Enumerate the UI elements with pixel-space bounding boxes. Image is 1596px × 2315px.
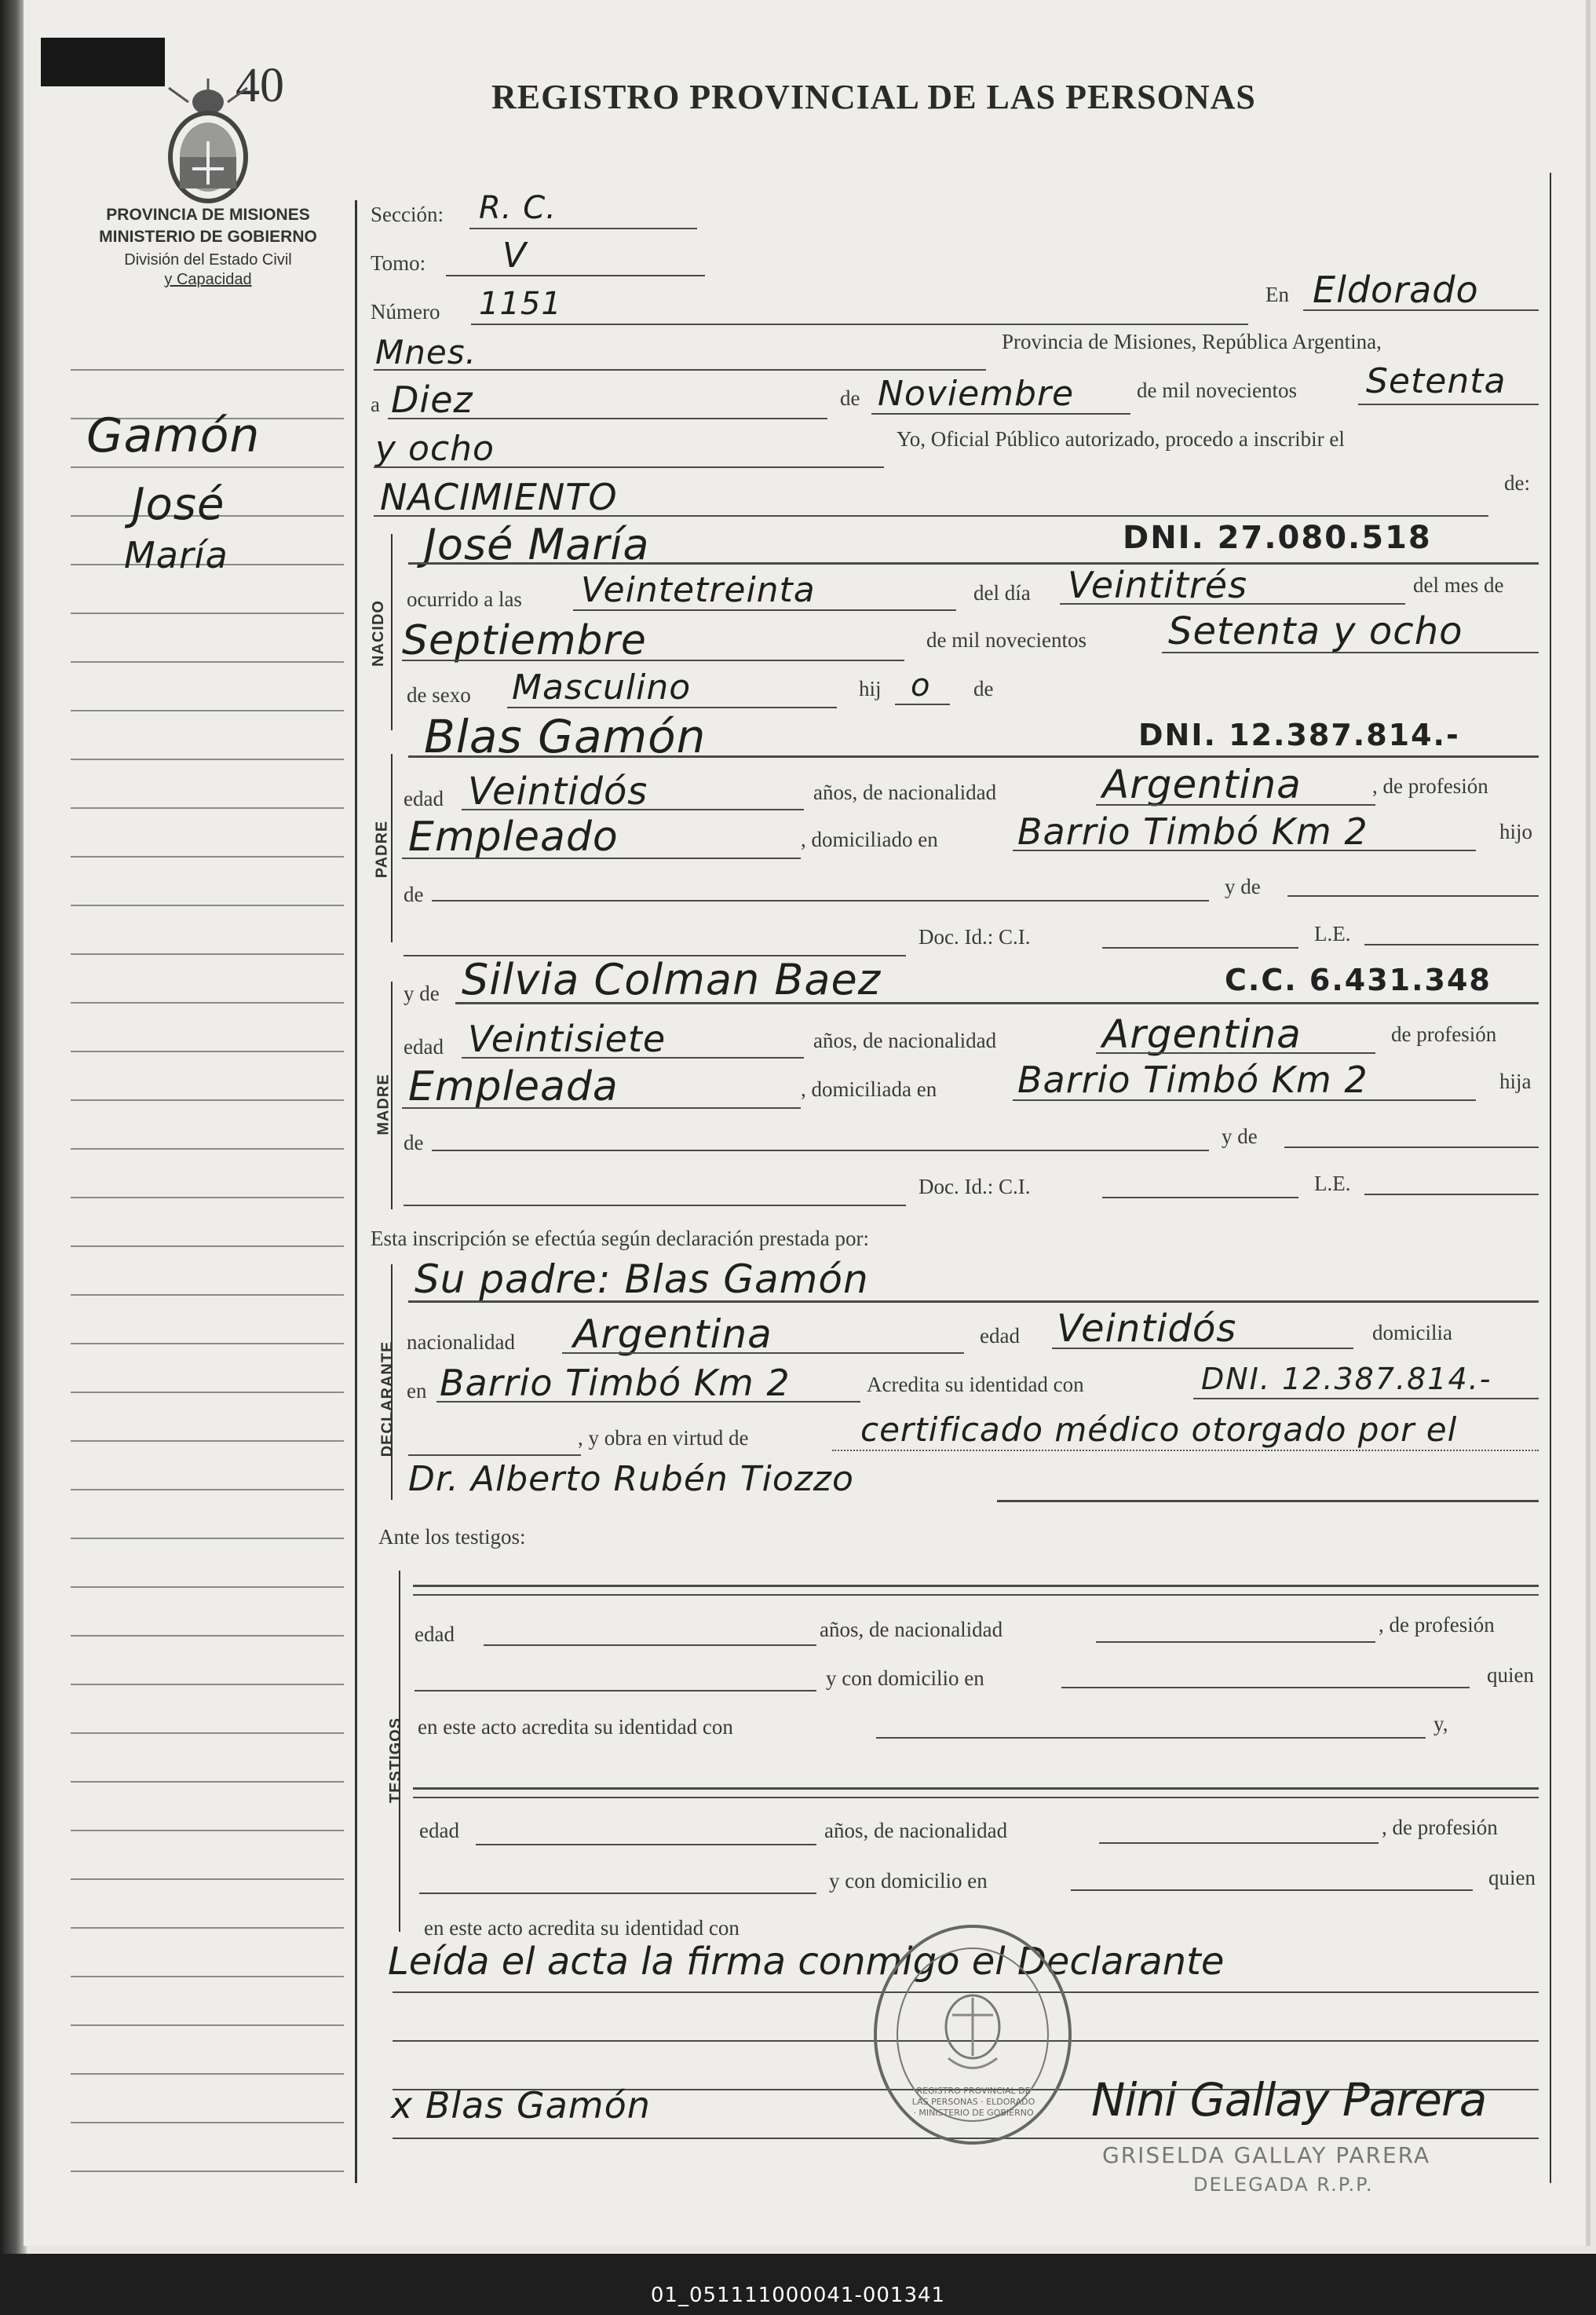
ministry-block (63, 206, 353, 289)
signature-right: Nini Gallay Parera (1091, 2073, 1487, 2127)
madre-le-label: L.E. (1314, 1172, 1351, 1195)
acto-value: NACIMIENTO (380, 476, 618, 518)
testigo2-dom-label: y con domicilio en (829, 1869, 988, 1893)
ministry-line-3: División del Estado Civil (124, 251, 292, 269)
declarante-virtud-label: , y obra en virtud de (578, 1426, 749, 1450)
nacido-bracket (391, 534, 393, 730)
margin-line (71, 2073, 344, 2075)
padre-le-label: L.E. (1314, 922, 1351, 945)
padre-nac-line (1096, 804, 1375, 806)
label-nacido: NACIDO (369, 600, 387, 667)
margin-line (71, 1635, 344, 1637)
declarante-virtud-pre-line (408, 1454, 581, 1456)
margin-line (71, 466, 344, 468)
margin-line (71, 1294, 344, 1296)
margin-line (71, 710, 344, 711)
ministry-line-4: y Capacidad (164, 271, 252, 288)
en-value: Eldorado (1313, 269, 1479, 311)
margin-line (71, 2024, 344, 2026)
margin-line (71, 2171, 344, 2172)
year2-line (374, 466, 884, 468)
testigo1-edad-label: edad (415, 1622, 455, 1646)
sexo-label: de sexo (407, 683, 471, 707)
margin-line (71, 1781, 344, 1783)
padre-edad: Veintidós (468, 770, 648, 814)
madre-de-line (432, 1150, 1209, 1151)
nacido-dni: DNI. 27.080.518 (1123, 520, 1432, 556)
seal-lettering: REGISTRO PROVINCIAL DE LAS PERSONAS · ELDORADO · MINISTERIO DE GOBIERNO (911, 2086, 1035, 2118)
madre-yde2-label: y de (1222, 1125, 1258, 1148)
margin-line (71, 1489, 344, 1490)
seccion-value: R. C. (479, 190, 557, 226)
official-name-stamp: GRISELDA GALLAY PARERA (1102, 2142, 1431, 2168)
padre-bracket (391, 754, 393, 942)
margin-line (71, 1440, 344, 1442)
declarante-virtud-line (832, 1450, 1539, 1451)
province-label: Provincia de Misiones, República Argentina, (1002, 330, 1382, 353)
numero-value: 1151 (479, 286, 562, 322)
a-label: a (371, 393, 380, 416)
seccion-line (469, 228, 697, 229)
madre-le-line (1364, 1194, 1539, 1195)
declarante-acredita-value: DNI. 12.387.814.- (1201, 1362, 1492, 1396)
mil-label: de mil novecientos (1137, 379, 1297, 402)
declarante-edad-line (1052, 1348, 1353, 1349)
testigo2-quien-label: quien (1488, 1866, 1536, 1889)
month-value: Noviembre (878, 374, 1075, 414)
madre-name-line (455, 1002, 1539, 1004)
madre-dom-line (1013, 1099, 1476, 1101)
main-right-border (1550, 173, 1551, 2183)
province-line (374, 369, 986, 371)
seccion-label: Sección: (371, 203, 444, 226)
madre-yde2-line (1284, 1147, 1539, 1148)
numero-label: Número (371, 300, 440, 324)
de-colon: de: (1504, 471, 1530, 495)
en-label: En (1265, 283, 1289, 306)
padre-name-line (408, 755, 1539, 758)
madre-prof-label: de profesión (1391, 1022, 1497, 1046)
testigo1-dom-line (1061, 1687, 1470, 1688)
margin-line (71, 1002, 344, 1004)
tomo-label: Tomo: (371, 251, 426, 275)
margin-line (71, 2122, 344, 2123)
testigo1-y-label: y, (1433, 1712, 1448, 1735)
madre-ci: C.C. 6.431.348 (1225, 963, 1492, 997)
margin-line (71, 1148, 344, 1150)
madre-doc-label: Doc. Id.: C.I. (919, 1175, 1031, 1198)
ministry-line-2: MINISTERIO DE GOBIERNO (99, 228, 317, 246)
hora-line (573, 609, 956, 611)
sexo-line (507, 707, 837, 708)
declarante-acredita-line (1193, 1398, 1539, 1399)
padre-de-line (432, 900, 1209, 901)
padre-yde-label: y de (1225, 875, 1261, 898)
padre-dom-label: , domiciliado en (801, 828, 938, 851)
label-testigos: TESTIGOS (387, 1717, 405, 1804)
margin-line (71, 1878, 344, 1880)
numero-line (471, 324, 1248, 325)
margin-line (71, 1051, 344, 1052)
margin-line (71, 1392, 344, 1393)
padre-dom-line (1013, 850, 1476, 851)
testigo1-name-line2 (413, 1594, 1539, 1596)
closing-text: Leída el acta la firma conmigo el Declarante (388, 1940, 1225, 1984)
page-number: 40 (236, 59, 284, 112)
month-line (871, 413, 1130, 415)
madre-de-label: de (404, 1131, 424, 1154)
file-id-caption: 01_051111000041-001341 (650, 2284, 946, 2307)
anio-label: de mil novecientos (926, 628, 1087, 652)
mes-line (402, 660, 904, 661)
testigo1-prof-label: , de profesión (1379, 1613, 1495, 1637)
declarante-domicilia-label: domicilia (1372, 1321, 1452, 1344)
padre-yde-line (1287, 895, 1539, 897)
testigo1-dom-label: y con domicilio en (826, 1666, 984, 1690)
acto-line (374, 515, 1488, 517)
year-continued: y ocho (375, 429, 495, 469)
margin-line (71, 613, 344, 614)
madre-dom: Barrio Timbó Km 2 (1017, 1059, 1368, 1101)
a-value: Diez (391, 379, 473, 421)
hora-value: Veintetreinta (581, 570, 816, 610)
madre-prof: Empleada (408, 1063, 619, 1110)
padre-dni: DNI. 12.387.814.- (1138, 718, 1460, 752)
testigo1-acredita-label: en este acto acredita su identidad con (418, 1715, 733, 1739)
margin-line (71, 856, 344, 858)
anio-value: Setenta y ocho (1168, 609, 1463, 653)
margin-line (71, 369, 344, 371)
testigo2-nac-line (1099, 1842, 1379, 1844)
testigo1-dom-pre-line (415, 1690, 816, 1691)
declarante-doctor: Dr. Alberto Rubén Tiozzo (408, 1459, 854, 1499)
redaction-block (41, 38, 165, 86)
padre-hijo-label: hijo (1499, 820, 1533, 843)
padre-prof: Empleado (408, 814, 619, 861)
testigo2-edad-line (476, 1844, 816, 1845)
declarante-nac: Argentina (573, 1311, 772, 1357)
yo-label: Yo, Oficial Público autorizado, procedo a inscribir el (897, 427, 1345, 451)
declarante-intro: Esta inscripción se efectúa según declaración prestada por: (371, 1227, 869, 1250)
province-value: Mnes. (375, 333, 477, 371)
declarante-nac-label: nacionalidad (407, 1330, 515, 1354)
dia-label: del día (973, 581, 1031, 605)
margin-line (71, 661, 344, 663)
a-line (388, 418, 827, 419)
testigo1-acredita-line (876, 1737, 1426, 1739)
margin-line (71, 1830, 344, 1831)
margin-first-name: José (132, 479, 225, 530)
testigo2-name-line2 (413, 1797, 1539, 1798)
padre-le-line (1364, 944, 1539, 945)
madre-name: Silvia Colman Baez (462, 955, 882, 1004)
main-left-border (355, 200, 357, 2183)
padre-de-label: de (404, 883, 424, 906)
testigo1-quien-label: quien (1487, 1663, 1534, 1687)
testigo2-dom-pre-line (419, 1893, 816, 1894)
margin-line (71, 759, 344, 760)
padre-prof-label: , de profesión (1372, 774, 1488, 798)
dia-line (1060, 603, 1405, 605)
anio-line (1162, 652, 1539, 653)
declarante-name: Su padre: Blas Gamón (415, 1256, 869, 1302)
declarante-en-label: en (407, 1379, 427, 1403)
margin-line (71, 905, 344, 906)
nacido-name-line (408, 562, 1539, 565)
margin-line (71, 1099, 344, 1101)
madre-ci-line (1102, 1197, 1298, 1198)
margin-line (71, 1538, 344, 1539)
margin-line (71, 1684, 344, 1685)
testigo2-dom-line (1071, 1889, 1473, 1891)
en-line (1303, 309, 1539, 311)
margin-line (71, 1732, 344, 1734)
mes-value: Septiembre (402, 617, 647, 664)
madre-edad: Veintisiete (468, 1018, 667, 1060)
year-line (1358, 404, 1539, 405)
hij-line (895, 704, 950, 705)
padre-nac-label: años, de nacionalidad (813, 781, 997, 804)
official-role-stamp: DELEGADA R.P.P. (1193, 2174, 1374, 2196)
declarante-nac-line (562, 1352, 964, 1354)
testigo1-name-line (413, 1585, 1539, 1587)
year-value: Setenta (1366, 361, 1507, 401)
padre-edad-label: edad (404, 787, 444, 810)
signature-left: x Blas Gamón (391, 2084, 651, 2127)
ministry-line-1: PROVINCIA DE MISIONES (106, 206, 310, 224)
madre-yde-label: y de (404, 982, 440, 1005)
margin-line (71, 953, 344, 955)
label-madre: MADRE (374, 1073, 393, 1136)
tomo-line (446, 275, 705, 276)
madre-hija-label: hija (1499, 1070, 1532, 1093)
padre-prof-line (402, 858, 801, 859)
madre-prof-line (402, 1107, 801, 1109)
hij-value: o (911, 667, 931, 704)
testigo1-edad-line (484, 1644, 816, 1646)
madre-nac-line (1096, 1052, 1375, 1054)
testigos-intro: Ante los testigos: (378, 1525, 526, 1549)
tomo-value: V (502, 236, 528, 276)
margin-line (71, 807, 344, 809)
hij-label: hij (859, 677, 882, 700)
dia-value: Veintitrés (1068, 564, 1248, 606)
ocurrido-label: ocurrido a las (407, 587, 522, 611)
nacido-name: José María (424, 520, 650, 569)
testigo2-nac-label: años, de nacionalidad (824, 1819, 1008, 1842)
declarante-name-line (408, 1300, 1539, 1303)
testigo2-name-line (413, 1787, 1539, 1790)
padre-name: Blas Gamón (424, 710, 707, 763)
testigo1-nac-label: años, de nacionalidad (820, 1618, 1003, 1641)
madre-edad-line (462, 1057, 804, 1059)
declarante-edad: Veintidós (1057, 1307, 1237, 1351)
madre-nac: Argentina (1102, 1011, 1302, 1057)
padre-dom: Barrio Timbó Km 2 (1017, 810, 1368, 853)
declarante-edad-label: edad (980, 1324, 1020, 1348)
margin-surname: Gamón (86, 408, 261, 463)
margin-line (71, 1976, 344, 1977)
coat-of-arms-icon (157, 79, 259, 204)
margin-line (71, 1586, 344, 1588)
testigo2-edad-label: edad (419, 1819, 459, 1842)
madre-dom-label: , domiciliada en (801, 1077, 937, 1101)
declarante-doctor-line (997, 1500, 1539, 1502)
declarante-en-value: Barrio Timbó Km 2 (440, 1362, 791, 1404)
mes-label: del mes de (1413, 573, 1504, 597)
margin-line (71, 1927, 344, 1929)
margin-line (71, 1197, 344, 1198)
declarante-virtud-value: certificado médico otorgado por el (860, 1410, 1458, 1449)
padre-doc-label: Doc. Id.: C.I. (919, 925, 1031, 949)
madre-edad-label: edad (404, 1035, 444, 1059)
book-spine (0, 0, 27, 2254)
padre-nac: Argentina (1102, 762, 1302, 807)
padre-ci-line (1102, 947, 1298, 949)
declarante-en-line (436, 1401, 860, 1403)
document-title: REGISTRO PROVINCIAL DE LAS PERSONAS (491, 78, 1256, 116)
margin-line (71, 1343, 344, 1344)
sexo-value: Masculino (512, 667, 692, 708)
de-label: de (840, 386, 860, 410)
margin-middle-name: María (124, 534, 228, 576)
testigo2-acredita-label: en este acto acredita su identidad con (424, 1916, 740, 1940)
padre-edad-line (462, 809, 804, 810)
declarante-acredita-label: Acredita su identidad con (867, 1373, 1084, 1396)
label-declarante: DECLARANTE (378, 1340, 396, 1457)
testigo2-prof-label: , de profesión (1382, 1816, 1498, 1839)
nacido-de-label: de (973, 677, 994, 700)
label-padre: PADRE (373, 820, 391, 879)
madre-nac-label: años, de nacionalidad (813, 1029, 997, 1052)
madre-doc-line (404, 1205, 906, 1206)
margin-line (71, 1245, 344, 1247)
testigo1-nac-line (1096, 1641, 1375, 1643)
